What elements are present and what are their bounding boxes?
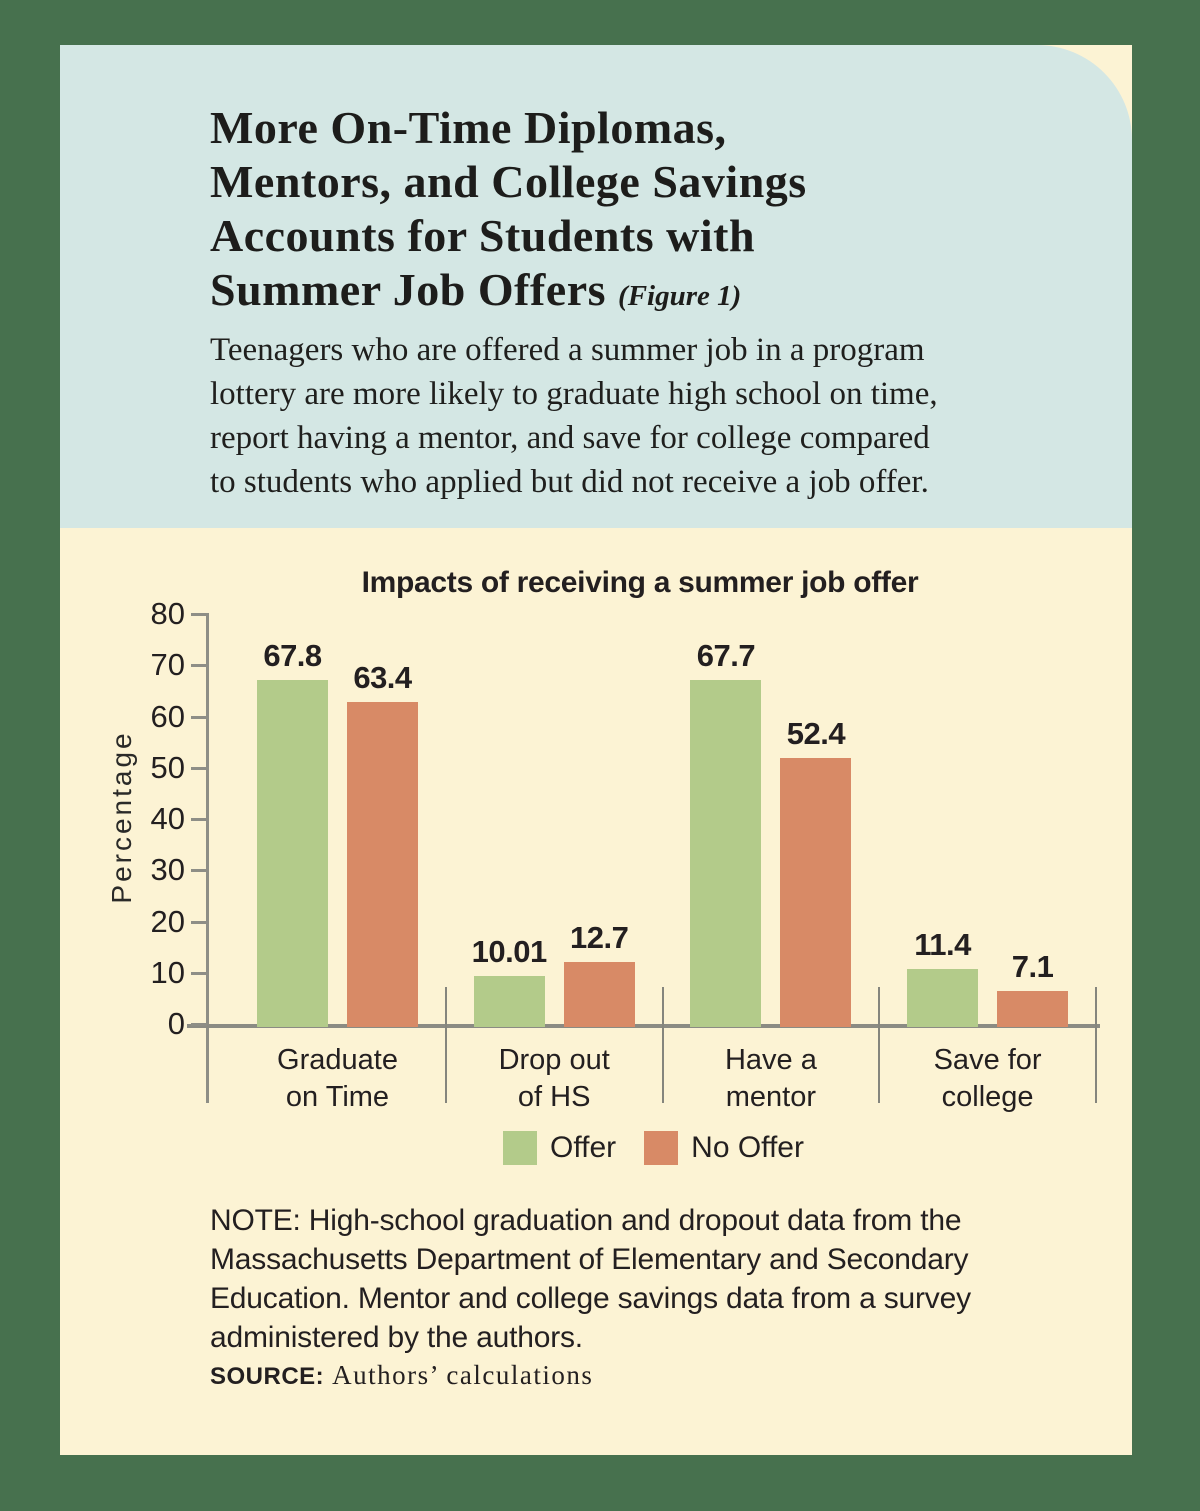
note-line: Massachusetts Department of Elementary and Secondary — [210, 1243, 969, 1276]
note-text — [210, 1201, 971, 1357]
subtitle-line: Teenagers who are offered a summer job in a program — [210, 332, 925, 368]
page-title-line: Accounts for Students with — [210, 210, 756, 261]
legend-item-no-offer — [644, 1131, 804, 1165]
category-label — [444, 1042, 664, 1116]
category-label-line: Have a — [724, 1044, 817, 1076]
y-tick — [191, 1023, 207, 1026]
y-axis-line — [206, 613, 209, 1103]
category-label — [228, 1042, 448, 1116]
legend-label-offer: Offer — [550, 1131, 617, 1164]
bar-value-label: 67.8 — [263, 637, 322, 673]
bar-no-offer-save-for-college — [997, 991, 1068, 1027]
bar-value-label: 10.01 — [471, 933, 547, 969]
y-tick — [191, 767, 207, 770]
source-text: Authors’ calculations — [332, 1360, 594, 1390]
y-tick-label: 60 — [150, 698, 185, 734]
y-tick-label: 70 — [150, 647, 185, 683]
bar-no-offer-graduate-on-time — [347, 702, 418, 1027]
legend-item-offer — [503, 1131, 616, 1165]
subtitle-line: to students who applied but did not receive a job offer. — [210, 464, 929, 500]
bar-offer-drop-out-of-hs — [474, 976, 545, 1027]
y-tick-label: 10 — [150, 954, 185, 990]
subtitle-line: lottery are more likely to graduate high school on time, — [210, 376, 938, 412]
y-tick — [191, 818, 207, 821]
note-line: NOTE: High-school graduation and dropout data from the — [210, 1204, 962, 1237]
bar-offer-graduate-on-time — [257, 680, 328, 1027]
category-label-line: mentor — [725, 1081, 817, 1113]
y-tick — [191, 921, 207, 924]
bar-value-label: 7.1 — [1011, 948, 1054, 984]
infographic-card — [60, 45, 1132, 1455]
source-label: SOURCE: — [210, 1363, 325, 1390]
y-axis-label: Percentage — [106, 730, 137, 904]
y-tick — [191, 869, 207, 872]
category-label-line: Graduate — [277, 1044, 398, 1076]
y-tick-label: 0 — [167, 1006, 185, 1041]
source-line — [210, 1360, 593, 1391]
page-title-line: More On-Time Diplomas, — [210, 102, 727, 153]
y-tick — [191, 972, 207, 975]
y-tick — [191, 613, 207, 616]
legend-swatch-no-offer — [644, 1131, 678, 1165]
y-tick-label: 20 — [150, 903, 185, 939]
category-label-line: college — [941, 1081, 1034, 1113]
legend-swatch-offer — [503, 1131, 537, 1165]
category-label — [661, 1042, 881, 1116]
bar-value-label: 63.4 — [353, 660, 412, 696]
y-tick-label: 50 — [150, 749, 185, 785]
y-tick-label: 30 — [150, 852, 185, 888]
page-title-line: Mentors, and College Savings — [210, 156, 807, 207]
bar-value-label: 12.7 — [570, 919, 629, 955]
figure-label: (Figure 1) — [618, 280, 742, 312]
bar-no-offer-have-a-mentor — [780, 758, 851, 1027]
category-label-line: Save for — [933, 1044, 1042, 1076]
note-line: administered by the authors. — [210, 1321, 583, 1354]
category-label — [878, 1042, 1098, 1116]
bar-value-label: 52.4 — [786, 716, 846, 752]
note-line: Education. Mentor and college savings data from a survey — [210, 1282, 971, 1315]
y-tick — [191, 664, 207, 667]
bar-no-offer-drop-out-of-hs — [564, 962, 635, 1027]
bar-value-label: 67.7 — [696, 638, 756, 674]
category-label-line: on Time — [285, 1081, 390, 1113]
y-tick-label: 40 — [150, 801, 185, 836]
legend — [207, 1131, 1100, 1165]
y-tick — [191, 716, 207, 719]
subtitle-line: report having a mentor, and save for college compared — [210, 420, 930, 456]
category-label-line: Drop out — [498, 1044, 610, 1076]
y-tick-label: 80 — [150, 596, 185, 631]
chart-title: Impacts of receiving a summer job offer — [361, 566, 919, 599]
category-label-line: of HS — [517, 1081, 591, 1113]
page-title-last-line: Summer Job Offers — [210, 264, 607, 315]
bar-value-label: 11.4 — [914, 926, 971, 962]
legend-label-no-offer: No Offer — [691, 1131, 804, 1164]
